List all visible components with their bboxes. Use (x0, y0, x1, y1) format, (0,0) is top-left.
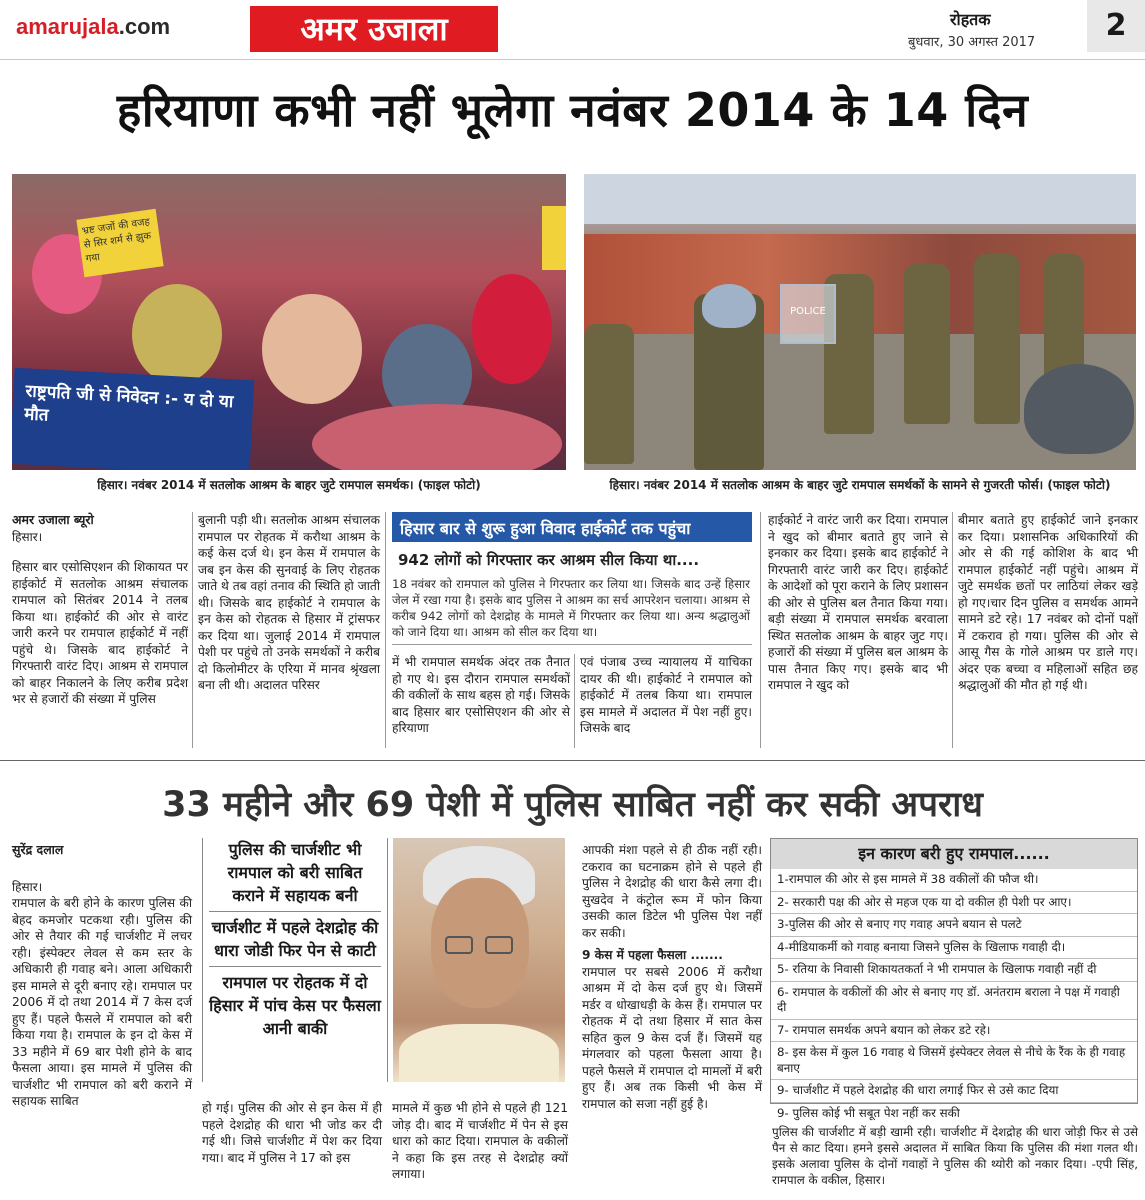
sidebar-text: 18 नवंबर को रामपाल को पुलिस ने गिरफ्तार कर लिया था। जिसके बाद उन्हें हिसार जेल में रखा गया है। इसके बाद पुलिस ने आश्रम का सर्च आपरेशन चलाया। आश्रम से करीब 942 लोगों को देशद्रोह के मामले में गिरफ्तार कर लिया था। अन्य श्रद्धालुओं को जाने दिया था। आश्रम को सील कर दिया था। (392, 577, 750, 639)
reason-item: 9- पुलिस कोई भी सबूत पेश नहीं कर सकी (777, 1105, 960, 1120)
pull-quote-3: रामपाल पर रोहतक में दो हिसार में पांच केस पर फैसला आनी बाकी (209, 973, 381, 1038)
reason-item: 8- इस केस में कुल 16 गवाह थे जिसमें इंस्पेक्टर लेवल से नीचे के रैंक के ही गवाह बनाए (771, 1042, 1137, 1080)
police-shield: POLICE (780, 284, 836, 344)
story2-col2b-bottom-text: मामले में कुछ भी होने से पहले ही 121 जोड़ दी। बाद में चार्जशीट में पेन से इस धारा को काट दिया। रामपाल के वकीलों ने कहा कि इस तरह से देशद्रोह क्यों लगाया। (392, 1101, 568, 1181)
edition-date: बुधवार, 30 अगस्त 2017 (908, 35, 1036, 50)
column-rule (574, 654, 575, 748)
column-rule (192, 512, 193, 748)
crowd-figure (472, 274, 552, 384)
blanket (312, 404, 562, 470)
site-url[interactable] (16, 14, 170, 40)
reason-item: 6- रामपाल के वकीलों की ओर से बनाए गए डॉ. अनंतराम बराला ने पक्ष में गवाही दी (771, 982, 1137, 1020)
story1-byline: अमर उजाला ब्यूरो (12, 512, 94, 527)
edition-city: रोहतक (950, 10, 991, 29)
story2-col1-text: रामपाल के बरी होने के कारण पुलिस की बेहद कमजोर पटकथा रही। पुलिस की ओर से तैयार की गई चार्जशीट में लचर रही। इंस्पेक्टर लेवल से कम स्तर के अधिकारी ही गवाह बने। आला अधिकारी इस मामले से दूरी बनाए रहे। रामपाल पर 2006 में दो तथा 2014 में 7 केस दर्ज हुए हैं। पहले फैसले में रामपाल को बरी किया गया है। रामपाल के इन दो केस में 33 महीने में 69 बार पेशी होने के बाद फैसला आया। इस मामले में पुलिस की चार्जशीट भी रामपाल को बरी कराने में सहायक साबित (12, 896, 192, 1108)
lawyer-quote: पुलिस की चार्जशीट में बड़ी खामी रही। चार्जशीट में देशद्रोह की धारा जोड़ी फिर से उसे पैन से काट दिया। हमने इससे अदालत में साबित किया कि पुलिस की मंशा गलत थी। इसके अलावा पुलिस के दोनों गवाहों ने पुलिस की थ्योरी को नकार दिया। -एपी सिंह, रामपाल के वकील, हिसार। (772, 1125, 1138, 1187)
story2-dateline: हिसार। (12, 879, 43, 894)
helmet-closeup (1024, 364, 1134, 454)
story1-dateline: हिसार। (12, 529, 43, 544)
story2-col2-bottom-text: हो गई। पुलिस की ओर से इन केस में ही पहले देशद्रोह की धारा भी जोड कर दी गई थी। जिसे चार्जशीट में पेश कर दिया गया। बाद में पुलिस ने 17 को इस (202, 1101, 382, 1165)
reason-item: 3-पुलिस की ओर से बनाए गए गवाह अपने बयान से पलटे (771, 914, 1137, 937)
quote-divider (209, 966, 381, 967)
reason-item: 5- रतिया के निवासी शिकायतकर्ता ने भी रामपाल के खिलाफ गवाही नहीं दी (771, 959, 1137, 982)
reason-item: 1-रामपाल की ओर से इस मामले में 38 वकीलों की फौज थी। (771, 869, 1137, 892)
helmet (702, 284, 756, 328)
reason-item: 9- चार्जशीट में पहले देशद्रोह की धारा लगाई फिर से उसे काट दिया (771, 1080, 1137, 1103)
photo-supporters (12, 174, 566, 470)
reason-item: 7- रामपाल समर्थक अपने बयान को लेकर डटे रहे। (771, 1020, 1137, 1043)
story1-col6-text: बीमार बताते हुए हाईकोर्ट जाने इनकार कर दिया। प्रशासनिक अधिकारियों की ओर से की गई कोशिश के बाद भी रामपाल हाईकोर्ट नहीं पहुंचे। आश्रम में जुटे समर्थक छतों पर लाठियां लेकर खड़े हो गए।चार दिन पुलिस व समर्थक आमने सामने डटे रहे। 17 नवंबर को दोनों पक्षों में टकराव हो गया। पुलिस की ओर से आसू गैस के गोले आश्रम पर डाले गए। अंदर एक बच्चा व महिलाओं सहित छह श्रद्धालुओं की मौत हो गई थी। (958, 513, 1138, 692)
story1-col2-text: बुलानी पड़ी थी। सतलोक आश्रम संचालक रामपाल पर रोहतक में करौथा आश्रम के कई केस दर्ज थे। इन केस में रामपाल के जब इन केस की सुनवाई के लिए रोहतक जाते थे तब वहां तनाव की स्थिति हो जाती थी। जिसके बाद हाईकोर्ट ने रामपाल के इन केस को रोहतक से हिसार में ट्रांसफर कर दिया था। जुलाई 2014 में रामपाल पेशी पर पहुंचे तो उनके समर्थकों ने करीब दो किलोमीटर के एरिया में मानव श्रृंखला बना ली थी। अदालत परिसर (198, 513, 380, 692)
sky (584, 174, 1136, 224)
sidebar-rule (392, 644, 752, 645)
story1-column-1 (12, 512, 188, 708)
soldier (584, 324, 634, 464)
photo-caption-right: हिसार। नवंबर 2014 में सतलोक आश्रम के बाहर जुटे रामपाल समर्थकों के सामने से गुजरती फोर्स। (फाइल फोटो) (609, 478, 1111, 492)
site-url-main: amarujala (16, 14, 119, 39)
photo-caption-left: हिसार। नवंबर 2014 में सतलोक आश्रम के बाहर जुटे रामपाल समर्थक। (फाइल फोटो) (97, 478, 481, 492)
page-number: 2 (1087, 0, 1145, 52)
portrait-robe (399, 1024, 559, 1082)
protest-banner: राष्ट्रपति जी से निवेदन :- य दो या मौत (12, 368, 254, 470)
column-rule (385, 512, 386, 748)
quote-divider (209, 911, 381, 912)
reason-item: 2- सरकारी पक्ष की ओर से महज एक या दो वकील ही पेशी पर आए। (771, 892, 1137, 915)
crowd-figure (262, 294, 362, 404)
main-headline: हरियाणा कभी नहीं भूलेगा नवंबर 2014 के 14 दिन (116, 83, 1029, 137)
reason-item: 4-मीडियाकर्मी को गवाह बनाया जिसने पुलिस के खिलाफ गवाही दी। (771, 937, 1137, 960)
site-url-tld: .com (118, 14, 171, 39)
soldier (974, 254, 1020, 424)
pull-quote-2: चार्जशीट में पहले देशद्रोह की धारा जोडी फिर पेन से काटी (211, 918, 379, 960)
brand-logo: अमर उजाला (250, 6, 498, 52)
reasons-box (770, 838, 1138, 1120)
story1-col4-text: एवं पंजाब उच्च न्यायालय में याचिका दायर की थी। हाईकोर्ट ने रामपाल को हाईकोर्ट में तलब किया था। रामपाल इस मामले में अदालत में पेश नहीं हुए। जिसके बाद (580, 655, 752, 735)
story1-col3-text: में भी रामपाल समर्थक अंदर तक तैनात हो गए थे। इस दौरान रामपाल समर्थकों की वकीलों के साथ बहस हो गई। जिसके बाद हिसार बार एसोसिएशन की ओर से हरियाणा (392, 655, 570, 735)
story1-col1-text: हिसार बार एसोसिएशन की शिकायत पर हाईकोर्ट में सतलोक आश्रम संचालक रामपाल को सितंबर 2014 ने तलब किया था। हाईकोर्ट की ओर से वारंट जारी करने पर रामपाल हाईकोर्ट में नहीं पहुंचे थे। जिसके बाद हाईकोर्ट ने गिरफ्तारी वारंट दिए। आश्रम से रामपाल को बाहर निकालने के लिए करीब प्रदेश भर से हजारों की संख्या में पुलिस (12, 560, 188, 706)
masthead (0, 0, 1145, 60)
story2-subhead: 9 केस में पहला फैसला ....... (582, 948, 723, 962)
photo-police-force (584, 174, 1136, 470)
story2-col3-rest-text: रामपाल पर सबसे 2006 में करौथा आश्रम में दो केस दर्ज हुए थे। जिसमें मर्डर व धोखाधड़ी के केस हैं। रामपाल पर रोहतक में दो तथा हिसार में सात केस सहित कुल 9 केस दर्ज हैं। जिसमें यह मंगलवार को पहला फैसला आया है। पहले फैसले में रामपाल दो मामलों में बरी हुए हैं। अब तक किसी भी केस में रामपाल को सजा नहीं हुई है। (582, 964, 762, 1111)
portrait-glasses (445, 936, 473, 954)
pull-quote-box (202, 838, 388, 1082)
rampal-portrait (393, 838, 565, 1082)
pull-quote-1: पुलिस की चार्जशीट भी रामपाल को बरी साबित कराने में सहायक बनी (227, 840, 363, 905)
protest-sign-edge (542, 206, 566, 270)
crowd-figure (132, 284, 222, 384)
soldier (904, 264, 950, 424)
story2-column-1 (12, 842, 192, 1110)
story2-byline: सुरेंद्र दलाल (12, 842, 64, 857)
portrait-glasses (485, 936, 513, 954)
sidebar-title: हिसार बार से शुरू हुआ विवाद हाईकोर्ट तक पहुंचा (392, 512, 752, 542)
protest-sign: भ्रष्ट जजों की वजह से सिर शर्म से झुक गया (76, 209, 163, 278)
story2-column-3 (582, 842, 762, 1112)
column-rule (952, 512, 953, 748)
story2-col3-top-text: आपकी मंशा पहले से ही ठीक नहीं रही। टकराव का घटनाक्रम होने से पहले ही पुलिस ने देशद्रोह की धारा कैसे लगा दी। सुखदेव ने कंट्रोल रूम में फोन किया उसकी काल डिटेल भी पुलिस पेश नहीं कर सकी। (582, 843, 762, 940)
second-headline: 33 महीने और 69 पेशी में पुलिस साबित नहीं कर सकी अपराध (162, 785, 983, 825)
section-divider (0, 760, 1145, 761)
column-rule (760, 512, 761, 748)
sidebar-subhead: 942 लोगों को गिरफ्तार कर आश्रम सील किया था.... (398, 551, 700, 569)
story1-col5-text: हाईकोर्ट ने वारंट जारी कर दिया। रामपाल ने खुद को बीमार बताते हुए जाने से इनकार कर दिया। इसके बाद हाईकोर्ट ने गिरफ्तारी वारंट जारी कर दिए। हाईकोर्ट के आदेशों को पूरा कराने के लिए प्रशासन की ओर से पुलिस बल तैनात किया गया। बड़ी संख्या में रामपाल समर्थक बरवाला स्थित सतलोक आश्रम के बाहर जुट गए। हजारों की संख्या में पुलिस बल आश्रम के पास तैनात किए गए। इसके बाद भी रामपाल ने खुद को (768, 513, 948, 692)
reasons-title: इन कारण बरी हुए रामपाल...... (771, 839, 1137, 869)
